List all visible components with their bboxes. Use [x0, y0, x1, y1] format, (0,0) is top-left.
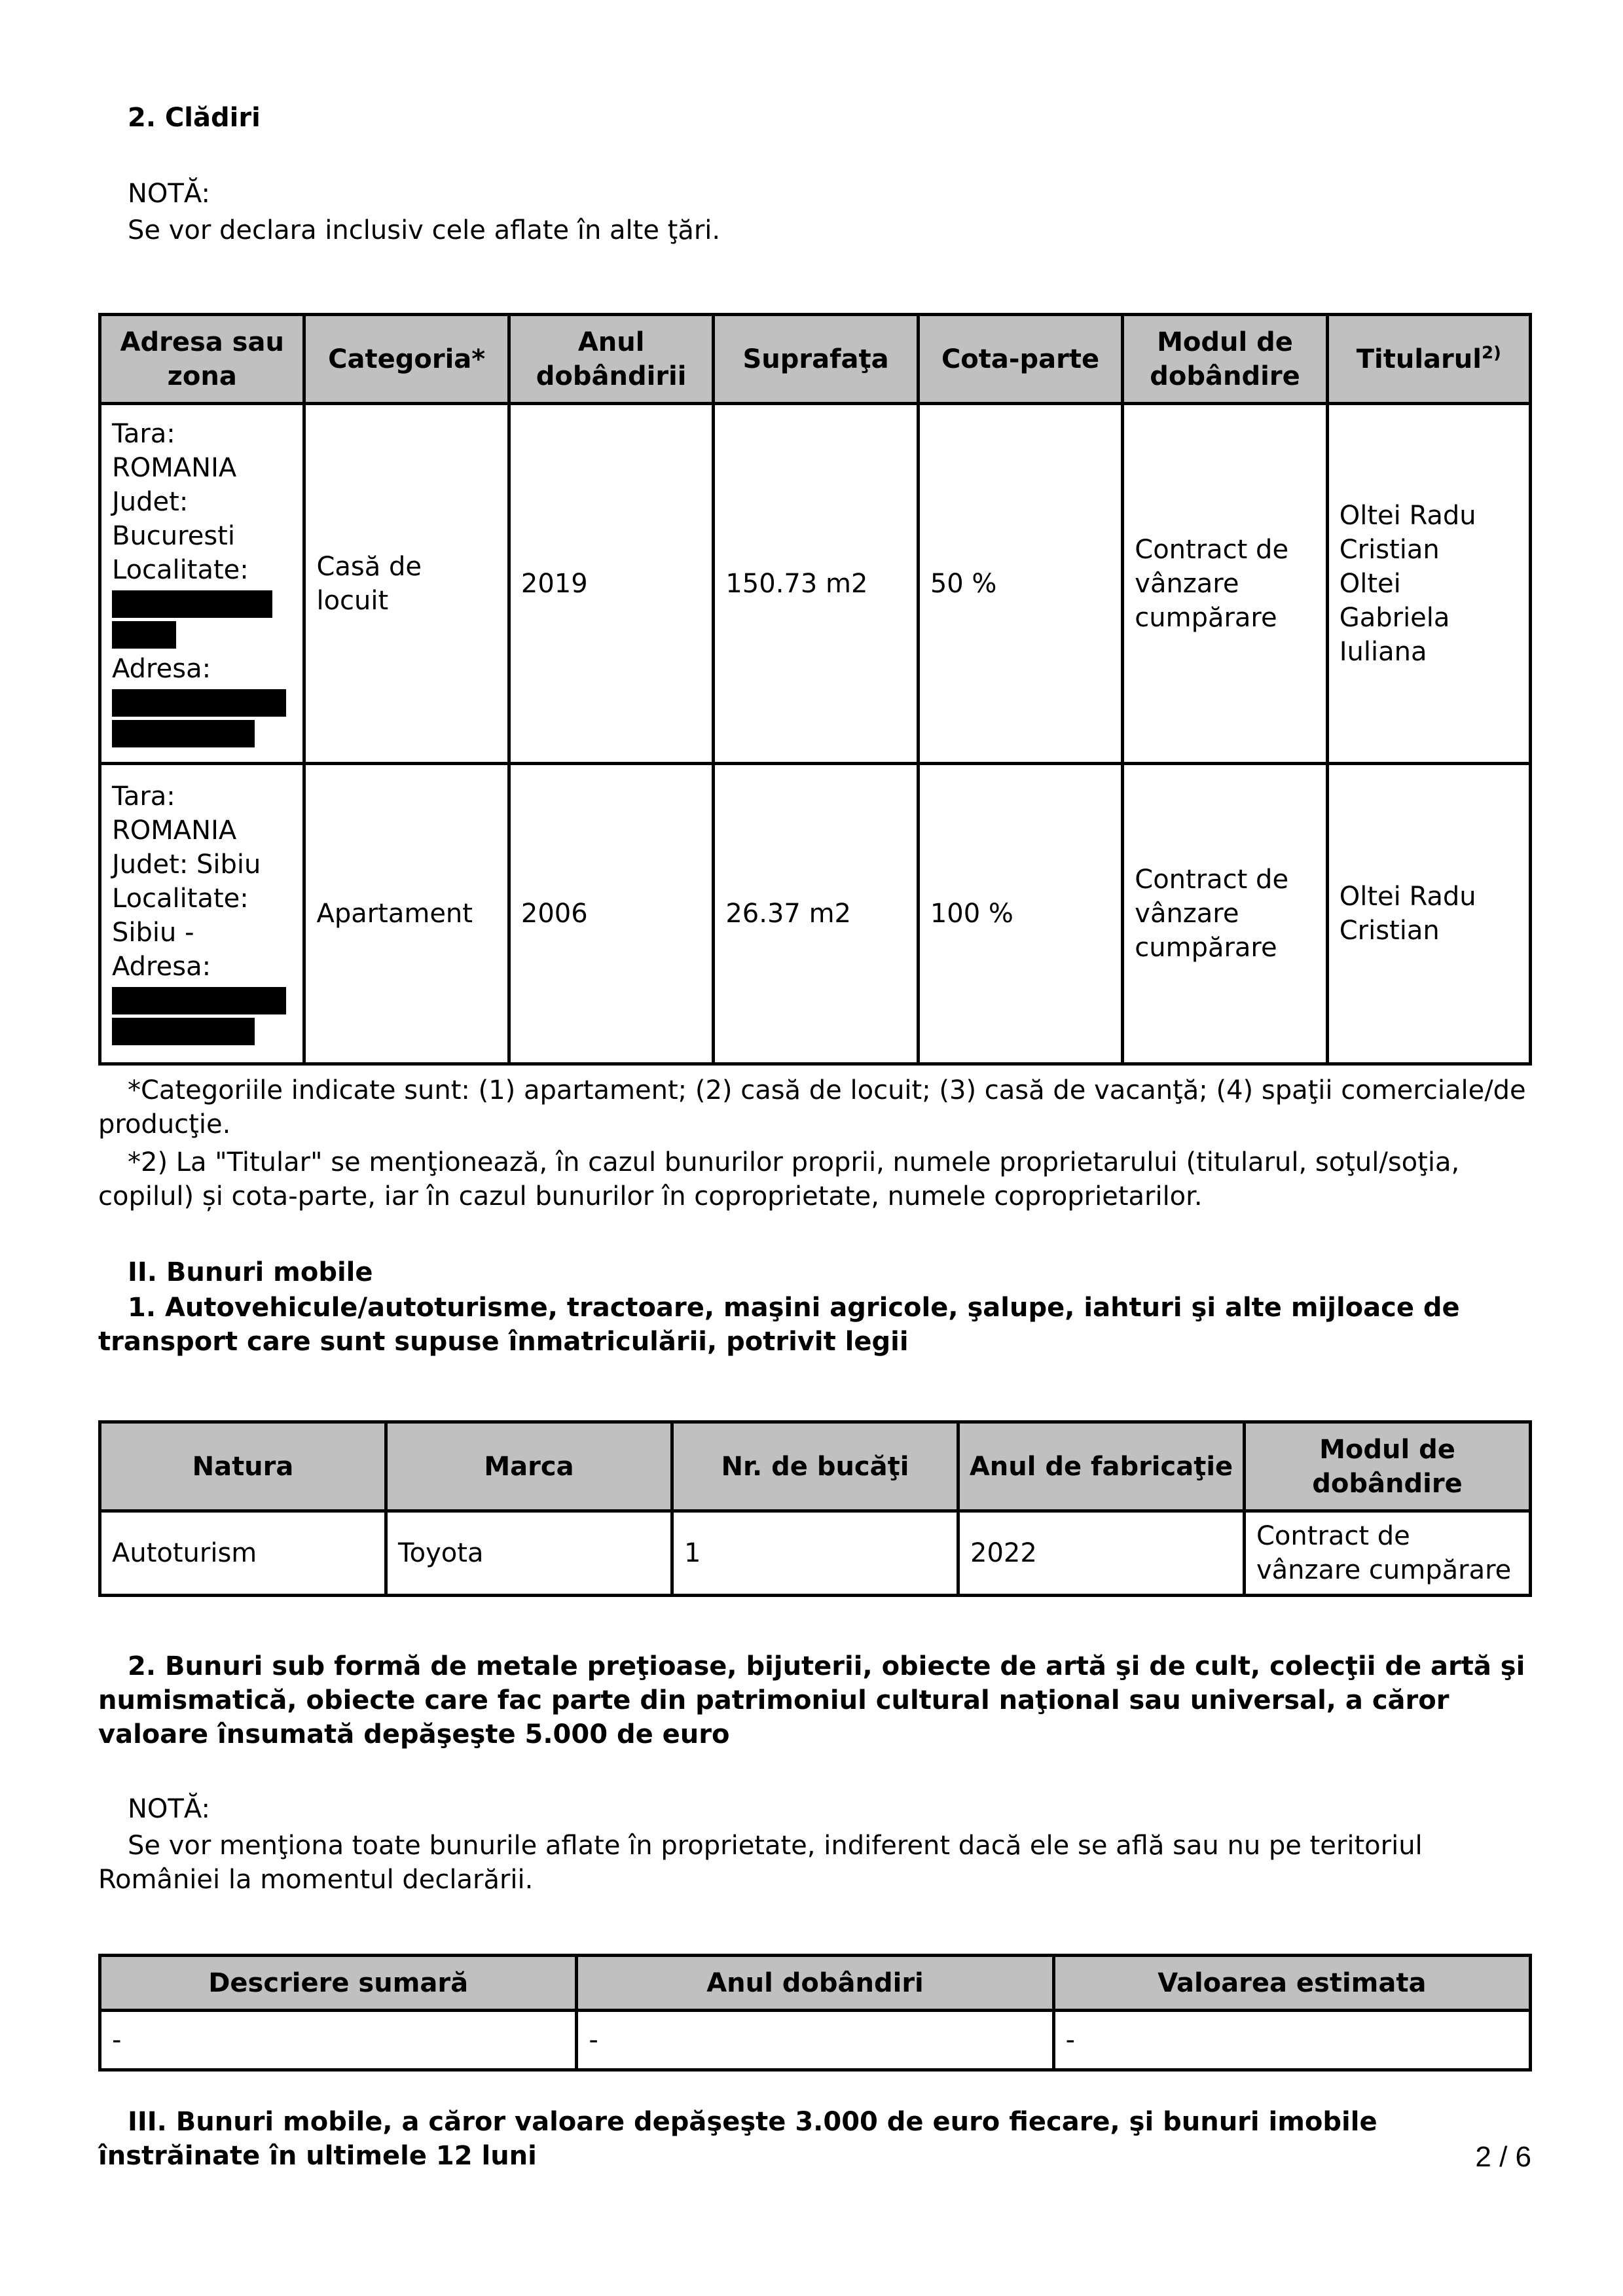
- cladiri-table: [98, 313, 1532, 1066]
- cell-anul-fabricatie: 2022: [958, 1511, 1245, 1596]
- cell-suprafata: 26.37 m2: [714, 764, 918, 1064]
- col-header-anul: Anul dobândirii: [509, 315, 713, 404]
- titular-line: Cristian: [1339, 534, 1440, 565]
- titular-line: Cristian: [1339, 916, 1440, 946]
- titular-line: Gabriela: [1339, 602, 1450, 633]
- table-row: [100, 1511, 1531, 1596]
- cell-marca: Toyota: [386, 1511, 672, 1596]
- col-header-modul: Modul de dobândire: [1123, 315, 1327, 404]
- cell-anul: 2019: [509, 404, 713, 764]
- address-line: Adresa:: [112, 951, 211, 982]
- cell-categoria: Casă de locuit: [304, 404, 509, 764]
- cell-adresa: [100, 404, 304, 764]
- col-header-suprafata: Suprafaţa: [714, 315, 918, 404]
- col-header-cota: Cota-parte: [918, 315, 1122, 404]
- redaction-block: [112, 689, 286, 717]
- col-header-anul: Anul dobândiri: [577, 1956, 1053, 2011]
- col-header-anul-fabricatie: Anul de fabricaţie: [958, 1422, 1245, 1511]
- cell-cota: 50 %: [918, 404, 1122, 764]
- titular-line: Oltei Radu: [1339, 500, 1476, 531]
- address-line: ROMANIA: [112, 452, 237, 483]
- cell-nr-bucati: 1: [672, 1511, 958, 1596]
- redaction-block: [112, 1018, 255, 1045]
- address-line: Sibiu -: [112, 917, 194, 948]
- footnote-titular: *2) La "Titular" se menţionează, în cazul bunurilor proprii, numele proprietarului (titularul, soţul/soţia, copilul) și cota-parte, iar în cazul bunurilor în coproprietate, numele coproprietarilor.: [98, 1147, 1460, 1211]
- cell-modul: Contract de vânzare cumpărare: [1245, 1511, 1531, 1596]
- cell-natura: Autoturism: [100, 1511, 386, 1596]
- col-header-modul: Modul de dobândire: [1245, 1422, 1531, 1511]
- address-line: Judet:: [112, 486, 189, 517]
- metale-table: [98, 1954, 1532, 2072]
- table-header-row: [100, 1956, 1531, 2011]
- address-line: Localitate:: [112, 883, 249, 914]
- section-title-bunuri-instrainate: III. Bunuri mobile, a căror valoare depăşeşte 3.000 de euro fiecare, şi bunuri imobile înstrăinate în ultimele 12 luni: [98, 2107, 1377, 2171]
- address-line: Tara:: [112, 418, 175, 449]
- cell-anul: 2006: [509, 764, 713, 1064]
- cell-modul: Contract de vânzare cumpărare: [1123, 764, 1327, 1064]
- cell-cota: 100 %: [918, 764, 1122, 1064]
- col-header-natura: Natura: [100, 1422, 386, 1511]
- address-line: Tara:: [112, 781, 175, 812]
- titular-label: Titularul: [1356, 344, 1482, 374]
- page-number: 2 / 6: [1475, 2141, 1531, 2173]
- col-header-nr-bucati: Nr. de bucăţi: [672, 1422, 958, 1511]
- cell-modul: Contract de vânzare cumpărare: [1123, 404, 1327, 764]
- col-header-categoria: Categoria*: [304, 315, 509, 404]
- table-header-row: [100, 315, 1531, 404]
- cell-valoarea: -: [1053, 2011, 1530, 2070]
- nota-label: NOTĂ:: [128, 1794, 210, 1824]
- address-line: Judet: Sibiu: [112, 849, 261, 880]
- cell-descriere: -: [100, 2011, 577, 2070]
- col-header-valoarea: Valoarea estimata: [1053, 1956, 1530, 2011]
- table-row: [100, 764, 1531, 1064]
- titular-line: Oltei Radu: [1339, 882, 1476, 912]
- table-row: [100, 404, 1531, 764]
- titular-line: Iuliana: [1339, 636, 1427, 667]
- cell-categoria: Apartament: [304, 764, 509, 1064]
- table-row: [100, 2011, 1531, 2070]
- address-line: Adresa:: [112, 653, 211, 684]
- redaction-block: [112, 720, 255, 747]
- cell-suprafata: 150.73 m2: [714, 404, 918, 764]
- col-header-titular: [1327, 315, 1530, 404]
- address-line: Localitate:: [112, 554, 249, 585]
- cell-titular: [1327, 404, 1530, 764]
- nota-text: Se vor menţiona toate bunurile aflate în proprietate, indiferent dacă ele se află sau nu pe teritoriul României la momentul declarării.: [98, 1831, 1423, 1895]
- cell-adresa: [100, 764, 304, 1064]
- table-header-row: [100, 1422, 1531, 1511]
- redaction-block: [112, 987, 286, 1014]
- address-line: Bucuresti: [112, 520, 235, 551]
- subsection-title-metale: 2. Bunuri sub formă de metale preţioase, bijuterii, obiecte de artă şi de cult, colecţii de artă şi numismatică, obiecte care fac parte din patrimoniul cultural naţional sau universal, a căror valoare însumată depăşeşte 5.000 de euro: [98, 1651, 1525, 1749]
- col-header-descriere: Descriere sumară: [100, 1956, 577, 2011]
- section-title-bunuri-mobile: II. Bunuri mobile: [128, 1257, 373, 1287]
- autovehicule-table: [98, 1420, 1532, 1597]
- cell-titular: [1327, 764, 1530, 1064]
- redaction-block: [112, 590, 272, 618]
- nota-label: NOTĂ:: [128, 179, 210, 209]
- footnote-categorii: *Categoriile indicate sunt: (1) apartament; (2) casă de locuit; (3) casă de vacanţă; (4) spaţii comerciale/de producţie.: [98, 1075, 1526, 1139]
- titular-line: Oltei: [1339, 568, 1401, 599]
- redaction-block: [112, 621, 176, 649]
- address-line: ROMANIA: [112, 815, 237, 846]
- cell-anul: -: [577, 2011, 1053, 2070]
- nota-text: Se vor declara inclusiv cele aflate în alte ţări.: [128, 215, 721, 245]
- col-header-adresa: Adresa sau zona: [100, 315, 304, 404]
- titular-footnote-ref: 2): [1481, 343, 1501, 363]
- subsection-title-autovehicule: 1. Autovehicule/autoturisme, tractoare, maşini agricole, şalupe, iahturi şi alte mijloace de transport care sunt supuse înmatriculării, potrivit legii: [98, 1293, 1460, 1357]
- section-title-cladiri: 2. Clădiri: [128, 103, 261, 133]
- col-header-marca: Marca: [386, 1422, 672, 1511]
